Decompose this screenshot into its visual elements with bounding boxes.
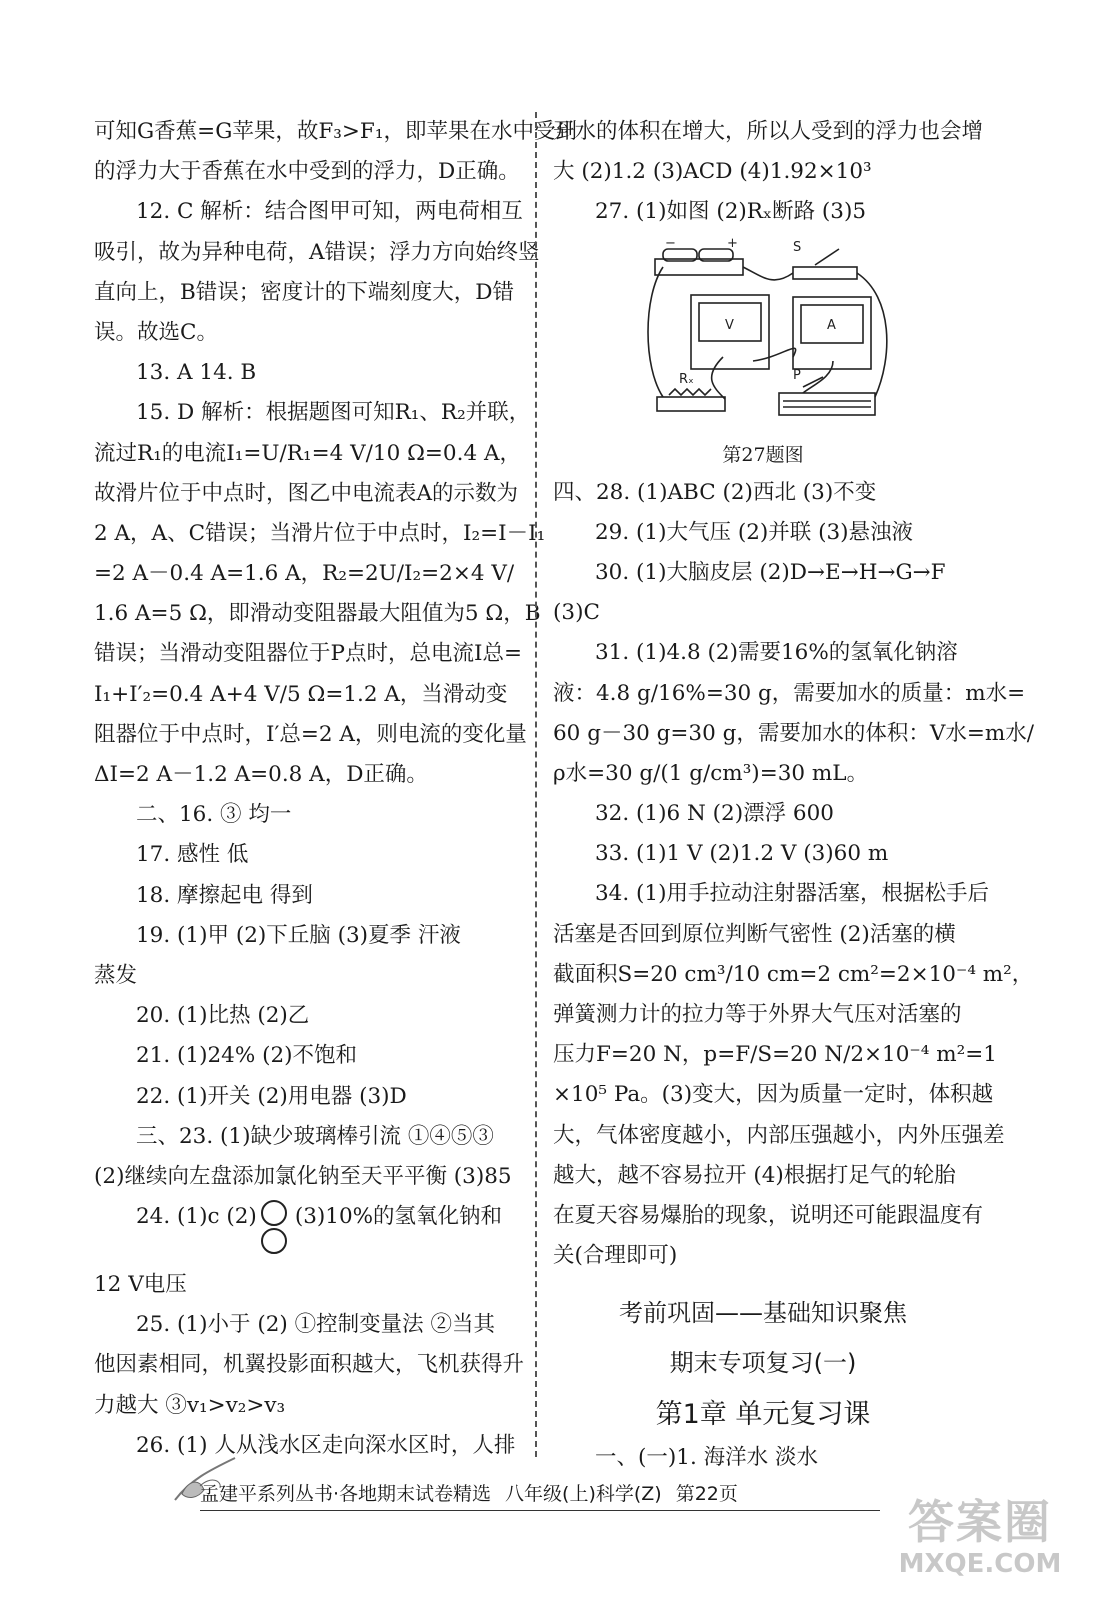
text-line: 故滑片位于中点时，图乙中电流表A的示数为 bbox=[94, 480, 519, 506]
chapter-title: 第1章 单元复习课 bbox=[655, 1399, 871, 1431]
figure-caption: 第27题图 bbox=[722, 443, 804, 466]
text-line: 流过R₁的电流I₁=U/R₁=4 V/10 Ω=0.4 A， bbox=[94, 440, 521, 466]
text-line: 力越大 ③v₁>v₂>v₃ bbox=[94, 1392, 286, 1418]
answer-30: 30. (1)大脑皮层 (2)D→E→H→G→F bbox=[595, 559, 946, 585]
plus-label: + bbox=[727, 235, 738, 251]
right-column bbox=[553, 112, 1035, 1479]
text-line: 2 A，A、C错误；当滑片位于中点时，I₂=I－I₁ bbox=[94, 520, 546, 546]
voltmeter-label: V bbox=[725, 317, 734, 333]
column-divider bbox=[535, 112, 537, 1457]
section-subtitle: 期末专项复习(一) bbox=[669, 1349, 857, 1378]
ammeter-label: A bbox=[827, 317, 836, 333]
answer-32: 32. (1)6 N (2)漂浮 600 bbox=[595, 801, 834, 827]
answer-25: 25. (1)小于 (2) ①控制变量法 ②当其 bbox=[136, 1312, 495, 1338]
answer-26: 26. (1) 人从浅水区走向深水区时，人排 bbox=[136, 1432, 516, 1458]
answer-20: 20. (1)比热 (2)乙 bbox=[136, 1003, 310, 1029]
text-line: 大，气体密度越小，内部压强越小，内外压强差 bbox=[553, 1122, 1005, 1148]
answer-22: 22. (1)开关 (2)用电器 (3)D bbox=[136, 1083, 407, 1109]
text-line: I₁+I′₂=0.4 A+4 V/5 Ω=1.2 A，当滑动变 bbox=[94, 681, 508, 707]
text-line: ΔI=2 A－1.2 A=0.8 A，D正确。 bbox=[94, 762, 428, 787]
answer-31: 31. (1)4.8 (2)需要16%的氢氧化钠溶 bbox=[595, 640, 958, 666]
text-line: 关(合理即可) bbox=[553, 1243, 678, 1269]
answer-23: 三、23. (1)缺少玻璃棒引流 ①④⑤③ bbox=[136, 1123, 494, 1149]
slider-label: P bbox=[793, 367, 801, 383]
text-line: 吸引，故为异种电荷，A错误；浮力方向始终竖 bbox=[94, 239, 540, 265]
answer-18: 18. 摩擦起电 得到 bbox=[136, 882, 313, 908]
circuit-diagram bbox=[643, 237, 903, 437]
text-line: 越大，越不容易拉开 (4)根据打足气的轮胎 bbox=[553, 1162, 956, 1188]
two-circles-icon bbox=[259, 1199, 289, 1257]
text-line: =2 A－0.4 A=1.6 A，R₂=2U/I₂=2×4 V/ bbox=[94, 561, 515, 587]
footer-series: 孟建平系列丛书·各地期末试卷精选 bbox=[200, 1482, 492, 1505]
footer-grade: 八年级(上)科学(Z) bbox=[505, 1482, 662, 1505]
answer-34: 34. (1)用手拉动注射器活塞，根据松手后 bbox=[595, 881, 989, 907]
text-line: 液：4.8 g/16%=30 g，需要加水的质量：m水= bbox=[553, 680, 1026, 706]
text-line: 大 (2)1.2 (3)ACD (4)1.92×10³ bbox=[553, 159, 872, 185]
text-line: 阻器位于中点时，I′总=2 A，则电流的变化量 bbox=[94, 721, 527, 747]
text-line: (2)继续向左盘添加氯化钠至天平平衡 (3)85 bbox=[94, 1163, 512, 1189]
answer-21: 21. (1)24% (2)不饱和 bbox=[136, 1043, 358, 1069]
text-line: 活塞是否回到原位判断气密性 (2)活塞的横 bbox=[553, 921, 956, 947]
text-line: 1.6 A=5 Ω，即滑动变阻器最大阻值为5 Ω，B bbox=[94, 601, 541, 627]
text-line: 压力F=20 N，p=F/S=20 N/2×10⁻⁴ m²=1 bbox=[553, 1042, 997, 1068]
answer-15: 15. D 解析：根据题图可知R₁、R₂并联， bbox=[136, 400, 531, 426]
site-watermark bbox=[885, 1494, 1075, 1584]
text-line: 的浮力大于香蕉在水中受到的浮力，D正确。 bbox=[94, 159, 520, 185]
minus-label: − bbox=[665, 235, 676, 251]
answer-27: 27. (1)如图 (2)Rₓ断路 (3)5 bbox=[595, 199, 867, 225]
text-line: 12 V电压 bbox=[94, 1272, 187, 1298]
text-line: 直向上，B错误；密度计的下端刻度大，D错 bbox=[94, 279, 515, 305]
answer-19: 19. (1)甲 (2)下丘脑 (3)夏季 汗液 bbox=[136, 922, 461, 948]
answer-24 bbox=[94, 1197, 518, 1265]
text-line: (3)C bbox=[553, 600, 600, 626]
watermark-title: 答案圈 bbox=[908, 1495, 1052, 1549]
page-footer bbox=[160, 1472, 920, 1512]
answer-29: 29. (1)大气压 (2)并联 (3)悬浊液 bbox=[595, 519, 914, 545]
section-first-item: 一、(一)1. 海洋水 淡水 bbox=[595, 1445, 818, 1471]
text-line: 60 g－30 g=30 g，需要加水的体积：V水=m水/ bbox=[553, 720, 1035, 746]
answer-24-part1: 24. (1)c (2) bbox=[136, 1204, 257, 1230]
text-line: 可知G香蕉=G苹果，故F₃>F₁，即苹果在水中受到 bbox=[94, 119, 577, 144]
text-line: 截面积S=20 cm³/10 cm=2 cm²=2×10⁻⁴ m²， bbox=[553, 961, 1034, 987]
resistor-label: Rₓ bbox=[679, 371, 694, 387]
footer-page-number: 第22页 bbox=[675, 1482, 738, 1505]
answer-17: 17. 感性 低 bbox=[136, 842, 249, 868]
answer-24-part2: (3)10%的氢氧化钠和 bbox=[294, 1204, 503, 1230]
text-line: 在夏天容易爆胎的现象，说明还可能跟温度有 bbox=[553, 1202, 984, 1228]
footer-rule bbox=[200, 1510, 880, 1511]
text-line: 错误；当滑动变阻器位于P点时，总电流I总= bbox=[94, 641, 522, 667]
text-line: 他因素相同，机翼投影面积越大，飞机获得升 bbox=[94, 1352, 525, 1378]
section-title: 考前巩固——基础知识聚焦 bbox=[619, 1299, 907, 1328]
answer-12: 12. C 解析：结合图甲可知，两电荷相互 bbox=[136, 199, 523, 225]
switch-label: S bbox=[793, 239, 802, 255]
text-line: 误。故选C。 bbox=[94, 319, 218, 345]
text-line: 弹簧测力计的拉力等于外界大气压对活塞的 bbox=[553, 1002, 962, 1027]
answer-16: 二、16. ③ 均一 bbox=[136, 802, 292, 828]
text-line: 开水的体积在增大，所以人受到的浮力也会增 bbox=[553, 119, 984, 144]
answer-13-14: 13. A 14. B bbox=[136, 360, 257, 386]
answer-33: 33. (1)1 V (2)1.2 V (3)60 m bbox=[595, 841, 889, 867]
text-line: ×10⁵ Pa。(3)变大，因为质量一定时，体积越 bbox=[553, 1082, 994, 1108]
answer-28: 四、28. (1)ABC (2)西北 (3)不变 bbox=[553, 479, 877, 505]
watermark-url: MXQE.COM bbox=[898, 1549, 1062, 1579]
text-line: ρ水=30 g/(1 g/cm³)=30 mL。 bbox=[553, 760, 869, 786]
text-line: 蒸发 bbox=[94, 962, 138, 988]
